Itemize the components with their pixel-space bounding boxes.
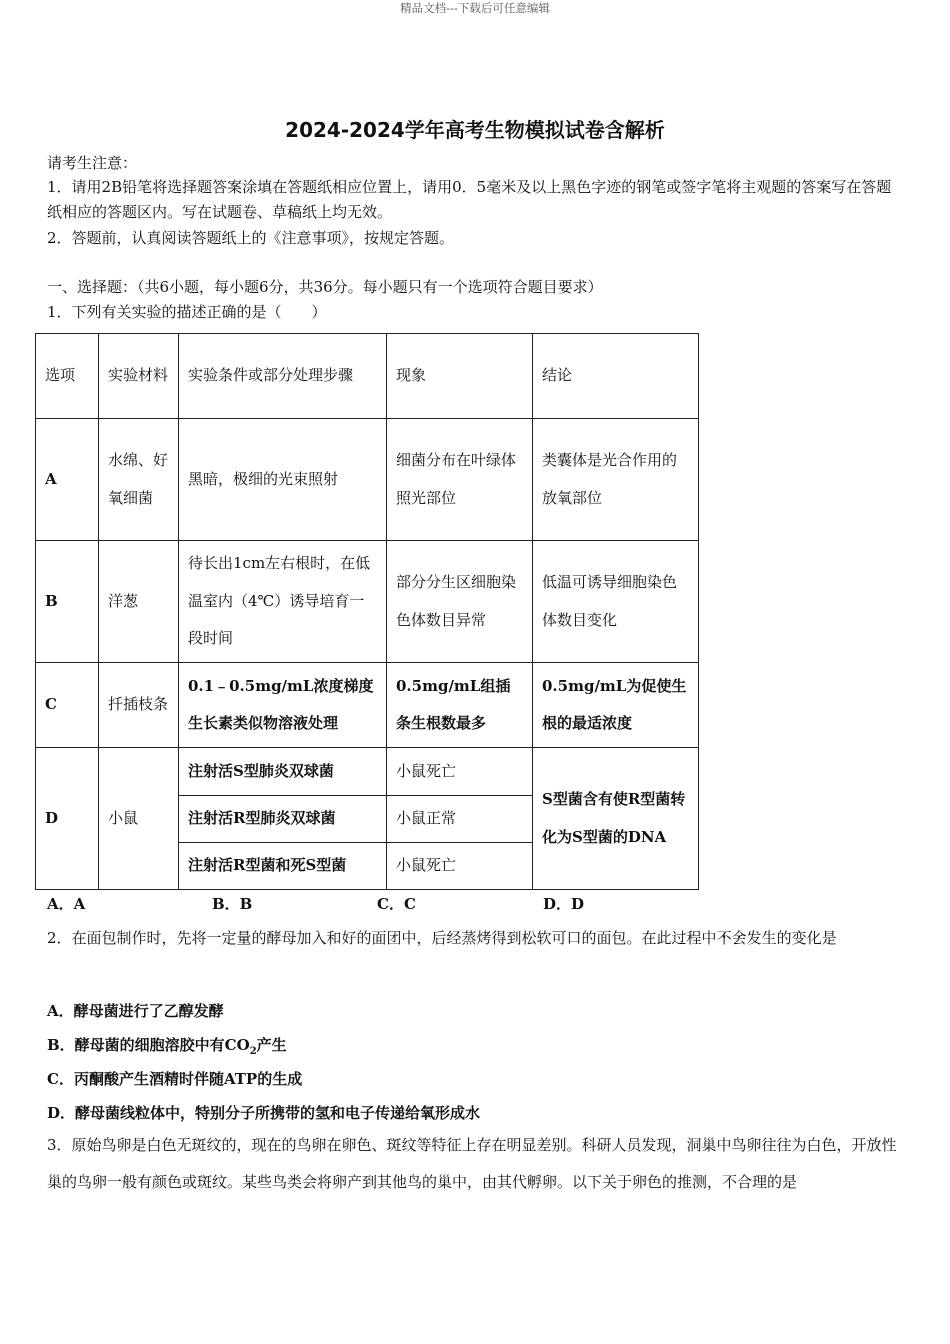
q2-option-a[interactable]: A．酵母菌进行了乙醇发酵 — [47, 1002, 224, 1020]
row-b-phenomenon: 部分分生区细胞染色体数目异常 — [387, 541, 533, 663]
row-a-phenomenon: 细菌分布在叶绿体照光部位 — [387, 419, 533, 541]
question-3-stem: 3．原始鸟卵是白色无斑纹的，现在的鸟卵在卵色、斑纹等特征上存在明显差别。科研人员发现，洞巢中鸟卵往往为白色，开放性巢的鸟卵一般有颜色或斑纹。某些鸟类会将卵产到其他鸟的巢中，由其代孵卵。以下关于卵色的推测，不合理的是 — [47, 1136, 897, 1191]
header-conclusion: 结论 — [533, 334, 699, 419]
row-c-condition: 0.1﹣0.5mg/mL浓度梯度生长素类似物溶液处理 — [179, 663, 387, 748]
row-d-phenomenon-1: 小鼠死亡 — [387, 748, 533, 796]
row-d-material: 小鼠 — [99, 748, 179, 890]
row-a-material: 水绵、好氧细菌 — [99, 419, 179, 541]
table-row — [36, 663, 699, 748]
q2-option-b-sub: 2 — [249, 1046, 257, 1057]
row-a-conclusion: 类囊体是光合作用的放氧部位 — [533, 419, 699, 541]
row-d-phenomenon-3: 小鼠死亡 — [387, 843, 533, 890]
table-row — [36, 748, 699, 796]
row-a-condition: 黑暗，极细的光束照射 — [179, 419, 387, 541]
q1-option-c[interactable]: C．C — [377, 895, 416, 913]
table-header-row — [36, 334, 699, 419]
q1-option-d[interactable]: D．D — [543, 895, 585, 913]
row-d-conclusion: S型菌含有使R型菌转化为S型菌的DNA — [533, 748, 699, 890]
question-1-options — [47, 893, 747, 915]
q2-option-b-after: 产生 — [256, 1036, 287, 1054]
q2-option-b-text: B．酵母菌的细胞溶胶中有CO — [47, 1036, 250, 1054]
page-title: 2024-2024学年高考生物模拟试卷含解析 — [285, 118, 665, 142]
row-b-material: 洋葱 — [99, 541, 179, 663]
row-b-option: B — [36, 541, 99, 663]
experiment-table — [35, 333, 699, 890]
row-b-condition: 待长出1cm左右根时，在低温室内（4℃）诱导培育一段时间 — [179, 541, 387, 663]
q1-option-b[interactable]: B．B — [212, 895, 253, 913]
notice-heading: 请考生注意： — [47, 154, 138, 172]
row-d-condition-1: 注射活S型肺炎双球菌 — [179, 748, 387, 796]
row-c-material: 扦插枝条 — [99, 663, 179, 748]
header-material: 实验材料 — [99, 334, 179, 419]
row-c-phenomenon: 0.5mg/mL组插条生根数最多 — [387, 663, 533, 748]
row-b-conclusion: 低温可诱导细胞染色体数目变化 — [533, 541, 699, 663]
header-option: 选项 — [36, 334, 99, 419]
page-header-note: 精品文档---下载后可任意编辑 — [400, 1, 550, 15]
row-c-option: C — [36, 663, 99, 748]
row-a-option: A — [36, 419, 99, 541]
table-row — [36, 541, 699, 663]
header-phenomenon: 现象 — [387, 334, 533, 419]
q2-stem-emph-1: 不 • — [717, 929, 732, 947]
notice-item-1: 1．请用2B铅笔将选择题答案涂填在答题纸相应位置上，请用0．5毫米及以上黑色字迹的钢笔或签字笔将主观题的答案写在答题纸相应的答题区内。写在试题卷、草稿纸上均无效。 — [47, 178, 892, 221]
question-1-stem: 1．下列有关实验的描述正确的是（ ） — [47, 303, 327, 321]
q2-stem-emph-2: 会 • — [732, 929, 747, 947]
q2-stem-before: 2．在面包制作时，先将一定量的酵母加入和好的面团中，后经蒸烤得到松软可口的面包。在此过程中 — [47, 929, 717, 947]
row-d-condition-2: 注射活R型肺炎双球菌 — [179, 796, 387, 843]
section-heading: 一、选择题：（共6小题，每小题6分，共36分。每小题只有一个选项符合题目要求） — [47, 278, 603, 296]
row-d-condition-3: 注射活R型菌和死S型菌 — [179, 843, 387, 890]
q2-option-d[interactable]: D．酵母菌线粒体中，特别分子所携带的氢和电子传递给氧形成水 — [47, 1104, 481, 1122]
row-c-conclusion: 0.5mg/mL为促使生根的最适浓度 — [533, 663, 699, 748]
q2-option-b[interactable] — [47, 1034, 287, 1057]
table-row — [36, 419, 699, 541]
q2-option-c[interactable]: C．丙酮酸产生酒精时伴随ATP的生成 — [47, 1070, 303, 1088]
q1-option-a[interactable]: A．A — [47, 895, 86, 913]
q2-stem-after: 发生的变化是 — [746, 929, 837, 947]
row-d-phenomenon-2: 小鼠正常 — [387, 796, 533, 843]
notice-item-2: 2．答题前，认真阅读答题纸上的《注意事项》，按规定答题。 — [47, 229, 455, 247]
header-condition: 实验条件或部分处理步骤 — [179, 334, 387, 419]
question-2-stem — [47, 920, 897, 957]
row-d-option: D — [36, 748, 99, 890]
